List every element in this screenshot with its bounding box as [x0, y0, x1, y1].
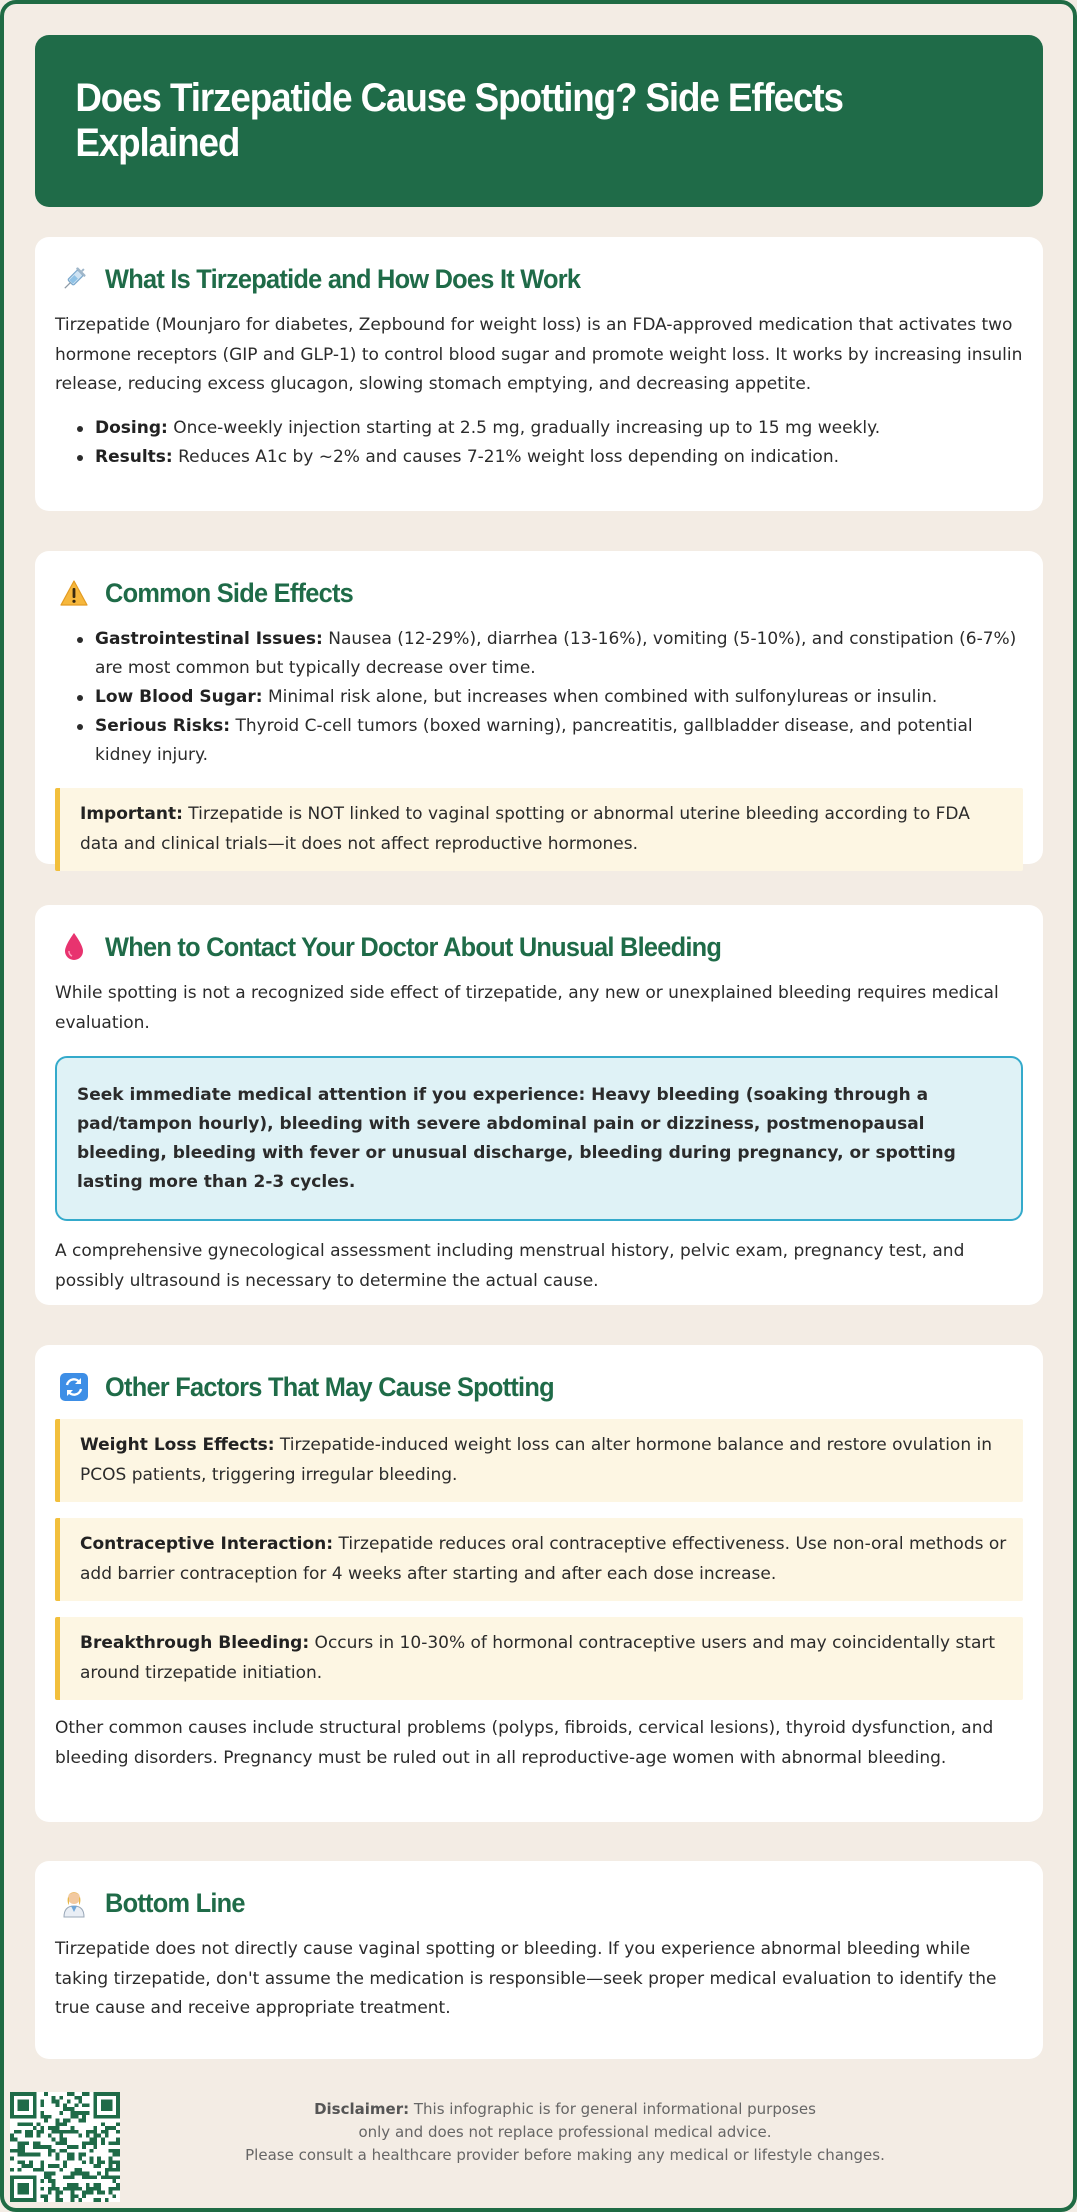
syringe-icon	[59, 264, 89, 294]
warning-icon	[59, 578, 89, 608]
section-heading: Bottom Line	[105, 1887, 245, 1918]
list-item: Results: Reduces A1c by ~2% and causes 7-21% weight loss depending on indication.	[55, 443, 1023, 472]
section-contact-doctor	[35, 905, 1043, 1305]
drop-icon	[59, 932, 89, 962]
section-paragraph-2: A comprehensive gynecological assessment including menstrual history, pelvic exam, pregnancy test, and possibly ultrasound is necessary to determine the actual cause.	[55, 1241, 965, 1291]
medical-alert-box: Seek immediate medical attention if you experience: Heavy bleeding (soaking through a pad/tampon hourly), bleeding with severe abdominal pain or dizziness, postmenopausal bleeding, bleeding with fever or unusual discharge, bleeding during pregnancy, or spotting lasting more than 2-3 cycles.	[55, 1056, 1023, 1221]
section-common-side-effects	[35, 551, 1043, 864]
bullet-list	[55, 625, 1023, 770]
section-paragraph: Tirzepatide (Mounjaro for diabetes, Zepbound for weight loss) is an FDA-approved medication that activates two hormone receptors (GIP and GLP-1) to control blood sugar and promote weight loss. It works by increasing insulin release, reducing excess glucagon, slowing stomach emptying, and decreasing appetite.	[55, 315, 1023, 394]
section-bottom-line	[35, 1861, 1043, 2059]
section-paragraph: While spotting is not a recognized side effect of tirzepatide, any new or unexplained bleeding requires medical evaluation.	[55, 983, 999, 1033]
doctor-icon	[59, 1888, 89, 1918]
factor-note-contraceptive: Contraceptive Interaction: Tirzepatide reduces oral contraceptive effectiveness. Use non-oral methods or add barrier contraception for 4 weeks after starting and after each dose increase.	[55, 1518, 1023, 1601]
factor-note-weight-loss: Weight Loss Effects: Tirzepatide-induced weight loss can alter hormone balance and restore ovulation in PCOS patients, triggering irregular bleeding.	[55, 1419, 1023, 1502]
page-header	[35, 35, 1043, 207]
section-paragraph: Other common causes include structural problems (polyps, fibroids, cervical lesions), thyroid dysfunction, and bleeding disorders. Pregnancy must be ruled out in all reproductive-age women with abnormal bleeding.	[55, 1718, 994, 1768]
list-item: Serious Risks: Thyroid C-cell tumors (boxed warning), pancreatitis, gallbladder disease, and potential kidney injury.	[55, 712, 1023, 770]
list-item: Dosing: Once-weekly injection starting at 2.5 mg, gradually increasing up to 15 mg weekly.	[55, 414, 1023, 443]
section-heading: Other Factors That May Cause Spotting	[105, 1371, 554, 1402]
disclaimer: Disclaimer: This infographic is for general informational purposes only and does not replace professional medical advice. Please consult a healthcare provider before making any medical or lifestyle changes.	[245, 2100, 885, 2164]
section-heading: Common Side Effects	[105, 577, 354, 608]
list-item: Gastrointestinal Issues: Nausea (12-29%), diarrhea (13-16%), vomiting (5-10%), and constipation (6-7%) are most common but typically decrease over time.	[55, 625, 1023, 683]
section-heading: When to Contact Your Doctor About Unusual Bleeding	[105, 931, 722, 962]
section-paragraph: Tirzepatide does not directly cause vaginal spotting or bleeding. If you experience abnormal bleeding while taking tirzepatide, don't assume the medication is responsible—seek proper medical evaluation to identify the true cause and receive appropriate treatment.	[55, 1939, 997, 2018]
qr-code-icon	[10, 2092, 120, 2202]
page-title: Does Tirzepatide Cause Spotting? Side Effects Explained	[75, 76, 843, 165]
section-heading: What Is Tirzepatide and How Does It Work	[105, 263, 581, 294]
section-other-factors	[35, 1345, 1043, 1822]
bullet-list	[55, 414, 1023, 472]
refresh-icon	[59, 1372, 89, 1402]
important-note: Important: Tirzepatide is NOT linked to vaginal spotting or abnormal uterine bleeding according to FDA data and clinical trials—it does not affect reproductive hormones.	[55, 788, 1023, 871]
list-item: Low Blood Sugar: Minimal risk alone, but increases when combined with sulfonylureas or insulin.	[55, 683, 1023, 712]
section-what-is-tirzepatide	[35, 237, 1043, 511]
factor-note-breakthrough: Breakthrough Bleeding: Occurs in 10-30% of hormonal contraceptive users and may coincidentally start around tirzepatide initiation.	[55, 1617, 1023, 1700]
